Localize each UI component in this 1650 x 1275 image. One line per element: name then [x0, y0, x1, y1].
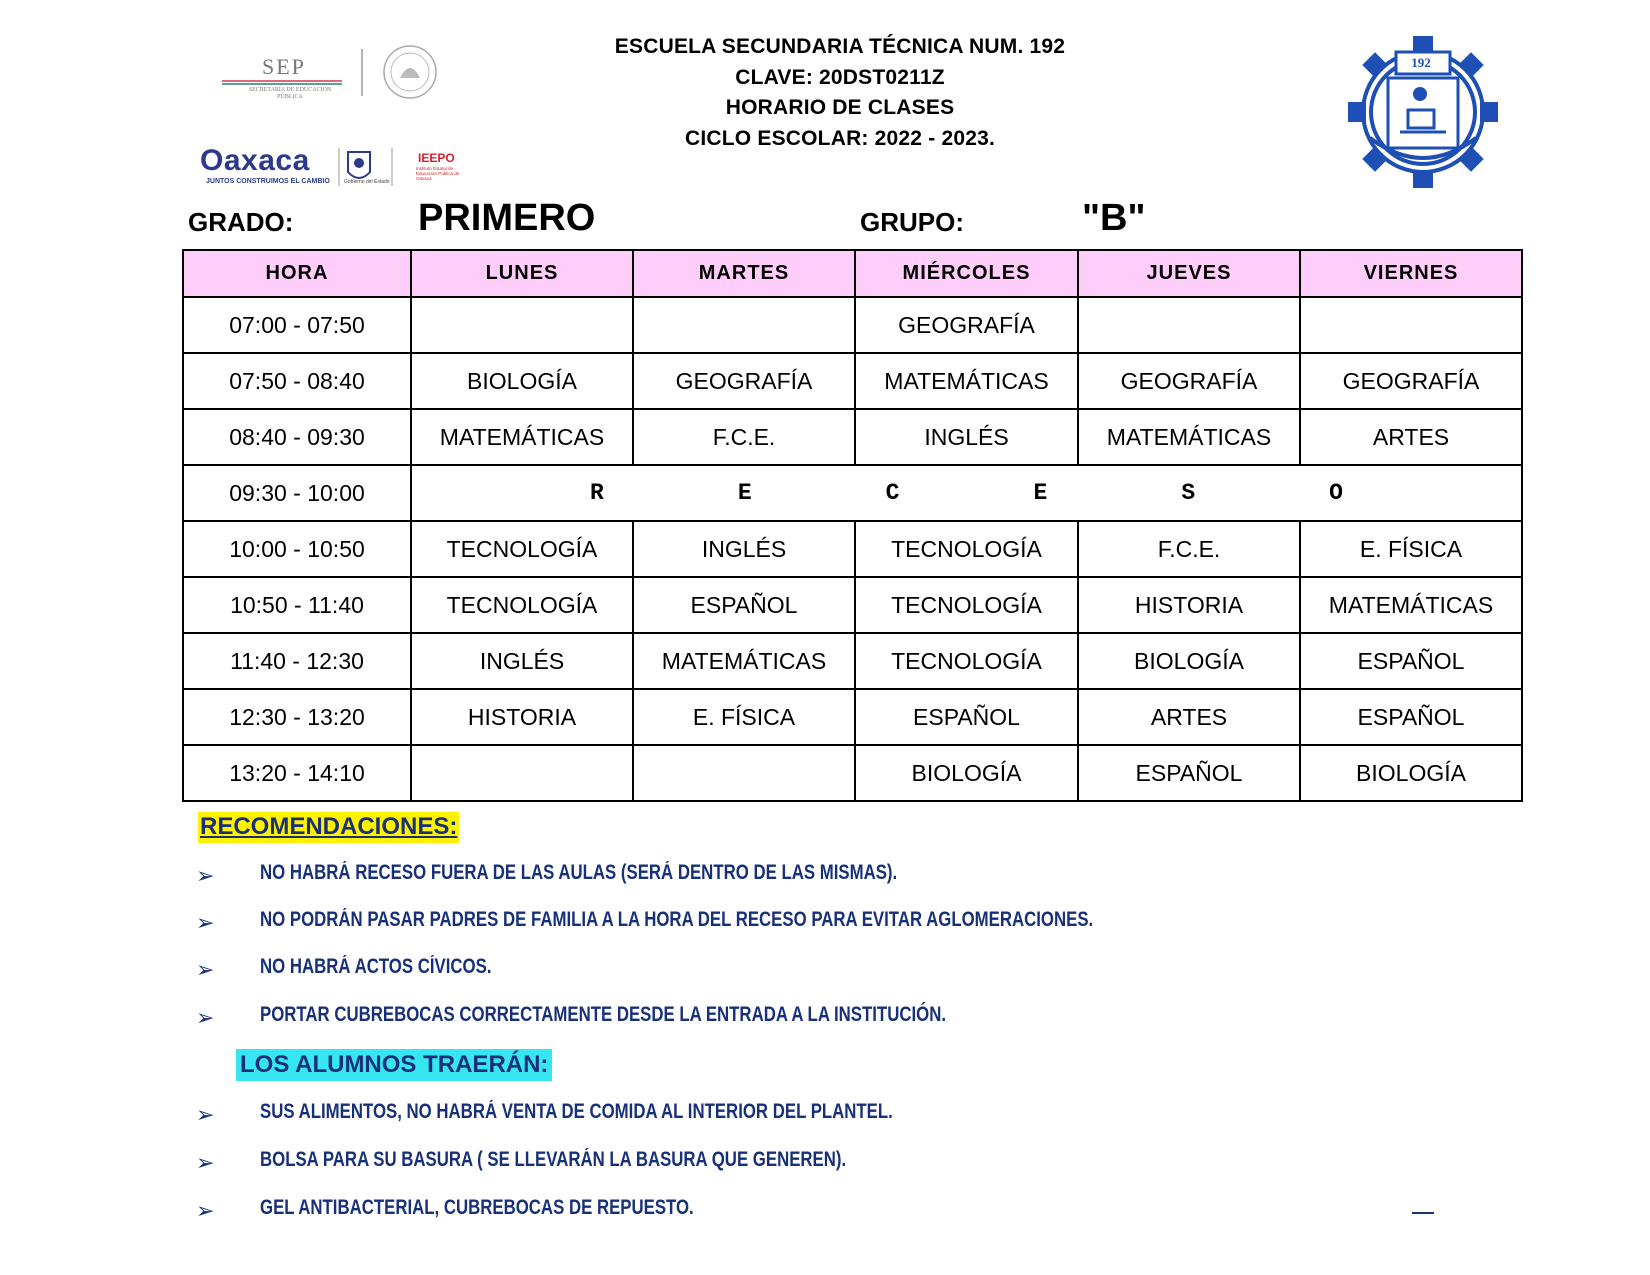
arrow-bullet-icon: ➢ — [196, 1102, 215, 1127]
class-cell: MATEMÁTICAS — [633, 633, 855, 689]
ieepo-wordmark: IEEPO — [418, 151, 455, 165]
class-cell: ESPAÑOL — [1078, 745, 1300, 801]
class-cell — [411, 297, 633, 353]
class-cell — [1078, 297, 1300, 353]
ieepo-subtitle: Instituto Estatal de Educación Pública de Oaxaca — [416, 166, 460, 181]
column-header-miercoles: MIÉRCOLES — [855, 250, 1078, 297]
class-cell: MATEMÁTICAS — [1300, 577, 1522, 633]
receso-row — [183, 465, 1522, 521]
time-slot: 10:50 - 11:40 — [183, 577, 411, 633]
receso-letter: E — [1033, 480, 1048, 506]
alumnos-heading: LOS ALUMNOS TRAERÁN: — [236, 1049, 552, 1081]
class-cell: TECNOLOGÍA — [855, 633, 1078, 689]
arrow-bullet-icon: ➢ — [196, 957, 215, 982]
recommendation-text: NO PODRÁN PASAR PADRES DE FAMILIA A LA HORA DEL RECESO PARA EVITAR AGLOMERACIONES. — [260, 908, 1094, 931]
school-clave: CLAVE: 20DST0211Z — [735, 65, 945, 89]
recommendation-text: NO HABRÁ RECESO FUERA DE LAS AULAS (SERÁ DENTRO DE LAS MISMAS). — [260, 861, 898, 884]
class-cell: ESPAÑOL — [1300, 633, 1522, 689]
receso-letter: C — [885, 480, 900, 506]
alumnos-item-text: SUS ALIMENTOS, NO HABRÁ VENTA DE COMIDA AL INTERIOR DEL PLANTEL. — [260, 1100, 893, 1123]
class-cell: MATEMÁTICAS — [411, 409, 633, 465]
class-cell: MATEMÁTICAS — [855, 353, 1078, 409]
class-cell: BIOLOGÍA — [1078, 633, 1300, 689]
class-cell: INGLÉS — [411, 633, 633, 689]
class-cell: BIOLOGÍA — [855, 745, 1078, 801]
class-cell: INGLÉS — [855, 409, 1078, 465]
column-header-viernes: VIERNES — [1300, 250, 1522, 297]
arrow-bullet-icon: ➢ — [196, 1005, 215, 1030]
receso-letter: E — [737, 480, 752, 506]
recommendation-text: PORTAR CUBREBOCAS CORRECTAMENTE DESDE LA ENTRADA A LA INSTITUCIÓN. — [260, 1003, 946, 1026]
oaxaca-slogan: JUNTOS CONSTRUIMOS EL CAMBIO — [206, 178, 330, 185]
class-cell — [1300, 297, 1522, 353]
class-cell — [411, 745, 633, 801]
grupo-label: GRUPO: — [860, 207, 964, 237]
class-cell — [633, 297, 855, 353]
est-192-emblem — [1330, 28, 1516, 196]
time-slot: 08:40 - 09:30 — [183, 409, 411, 465]
receso-letter: O — [1329, 480, 1343, 506]
time-slot: 12:30 - 13:20 — [183, 689, 411, 745]
time-slot: 09:30 - 10:00 — [183, 465, 411, 521]
time-slot: 07:50 - 08:40 — [183, 353, 411, 409]
table-row — [183, 745, 1522, 801]
class-cell: GEOGRAFÍA — [855, 297, 1078, 353]
column-header-hora: HORA — [183, 250, 411, 297]
class-cell — [633, 745, 855, 801]
class-cell: GEOGRAFÍA — [1300, 353, 1522, 409]
receso-letter: R — [590, 480, 604, 506]
class-cell: HISTORIA — [1078, 577, 1300, 633]
trailing-dash — [1412, 1212, 1434, 1214]
class-cell: ARTES — [1300, 409, 1522, 465]
arrow-bullet-icon: ➢ — [196, 1150, 215, 1175]
est-number: 192 — [1411, 55, 1431, 70]
class-cell: TECNOLOGÍA — [411, 521, 633, 577]
table-header-row — [183, 250, 1522, 297]
column-header-martes: MARTES — [633, 250, 855, 297]
class-cell: ESPAÑOL — [855, 689, 1078, 745]
class-cell: F.C.E. — [1078, 521, 1300, 577]
school-header — [560, 32, 1120, 154]
column-header-lunes: LUNES — [411, 250, 633, 297]
alumnos-item-text: GEL ANTIBACTERIAL, CUBREBOCAS DE REPUESTO. — [260, 1196, 694, 1219]
class-cell: TECNOLOGÍA — [411, 577, 633, 633]
column-header-jueves: JUEVES — [1078, 250, 1300, 297]
class-cell: ARTES — [1078, 689, 1300, 745]
school-name: ESCUELA SECUNDARIA TÉCNICA NUM. 192 — [614, 35, 1066, 58]
class-cell: BIOLOGÍA — [1300, 745, 1522, 801]
class-cell: GEOGRAFÍA — [633, 353, 855, 409]
time-slot: 11:40 - 12:30 — [183, 633, 411, 689]
class-cell: BIOLOGÍA — [411, 353, 633, 409]
table-row — [183, 353, 1522, 409]
table-row — [183, 689, 1522, 745]
class-cell: TECNOLOGÍA — [855, 521, 1078, 577]
time-slot: 07:00 - 07:50 — [183, 297, 411, 353]
class-cell: ESPAÑOL — [633, 577, 855, 633]
receso-cell — [411, 465, 1522, 521]
recomendaciones-heading: RECOMENDACIONES: — [198, 812, 459, 843]
table-row — [183, 521, 1522, 577]
sep-subtitle: SECRETARÍA DE EDUCACIÓN PÚBLICA — [248, 87, 332, 100]
class-cell: TECNOLOGÍA — [855, 577, 1078, 633]
class-cell: E. FÍSICA — [1300, 521, 1522, 577]
class-cell: F.C.E. — [633, 409, 855, 465]
school-cycle: CICLO ESCOLAR: 2022 - 2023. — [685, 126, 995, 150]
schedule-table — [182, 249, 1523, 802]
schedule-title: HORARIO DE CLASES — [725, 96, 955, 119]
recommendation-text: NO HABRÁ ACTOS CÍVICOS. — [260, 955, 492, 978]
receso-letter: S — [1181, 480, 1196, 506]
table-row — [183, 297, 1522, 353]
grado-label: GRADO: — [188, 207, 294, 237]
grado-value: PRIMERO — [418, 197, 596, 239]
class-cell: ESPAÑOL — [1300, 689, 1522, 745]
arrow-bullet-icon: ➢ — [196, 910, 215, 935]
class-cell: E. FÍSICA — [633, 689, 855, 745]
table-row — [183, 409, 1522, 465]
sep-wordmark: SEP — [262, 54, 306, 79]
class-cell: GEOGRAFÍA — [1078, 353, 1300, 409]
class-cell: MATEMÁTICAS — [1078, 409, 1300, 465]
table-row — [183, 577, 1522, 633]
class-cell: HISTORIA — [411, 689, 633, 745]
table-row — [183, 633, 1522, 689]
oaxaca-wordmark: Oaxaca — [200, 144, 310, 177]
alumnos-item-text: BOLSA PARA SU BASURA ( SE LLEVARÁN LA BASURA QUE GENEREN). — [260, 1148, 847, 1171]
time-slot: 13:20 - 14:10 — [183, 745, 411, 801]
class-cell: INGLÉS — [633, 521, 855, 577]
gobierno-subtitle: Gobierno del Estado — [344, 179, 390, 185]
time-slot: 10:00 - 10:50 — [183, 521, 411, 577]
arrow-bullet-icon: ➢ — [196, 863, 215, 888]
grupo-value: "B" — [1082, 197, 1146, 239]
arrow-bullet-icon: ➢ — [196, 1198, 215, 1223]
